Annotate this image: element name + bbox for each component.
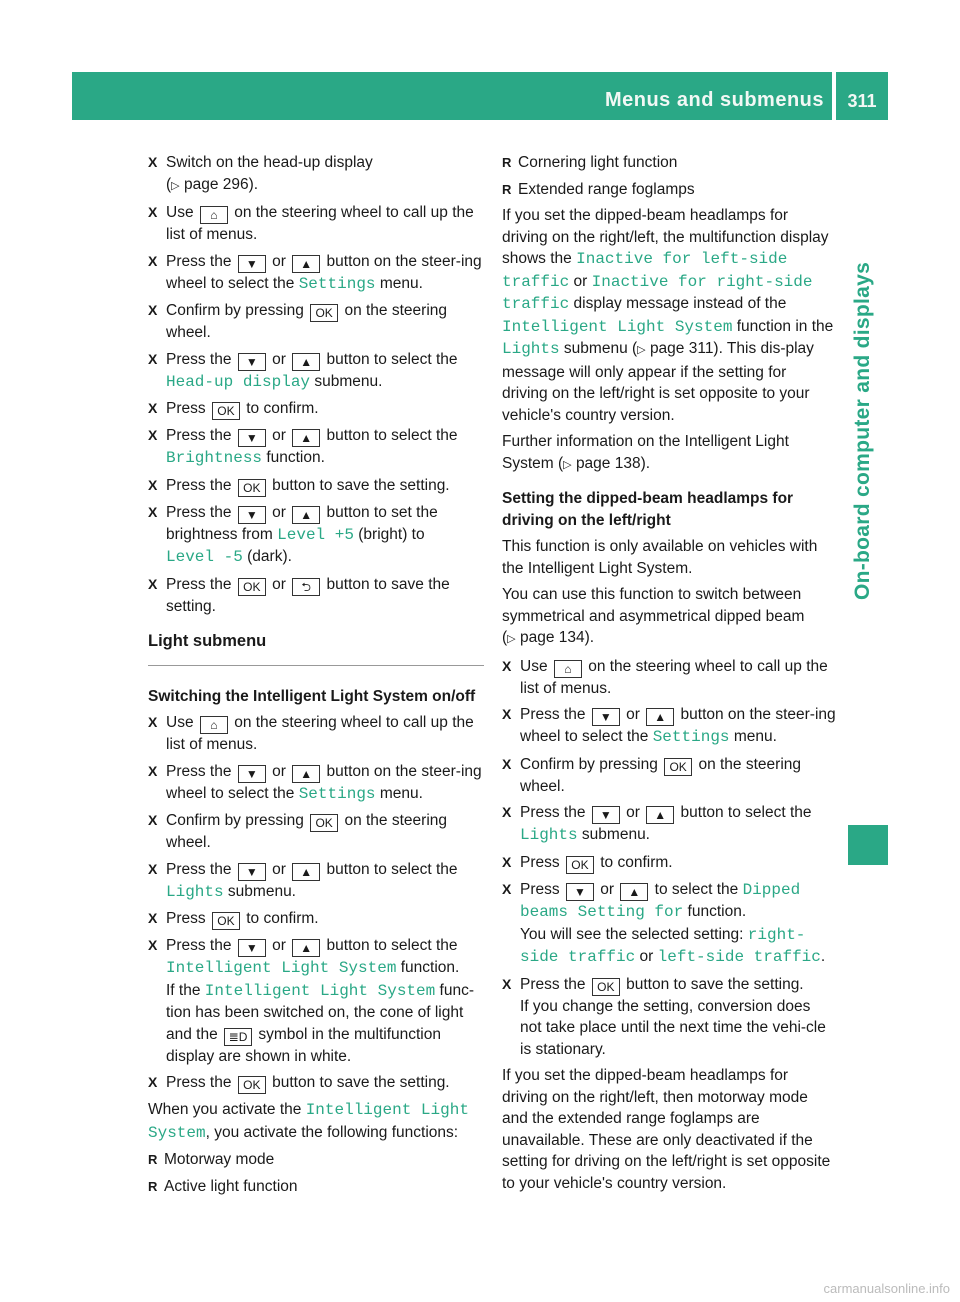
- list-item: R Cornering light function: [502, 152, 836, 174]
- page-number: 311: [847, 91, 877, 111]
- ok-icon: OK: [212, 402, 240, 420]
- down-arrow-icon: ▼: [238, 429, 266, 447]
- ok-icon: OK: [310, 814, 338, 832]
- menu-name: Dipped beams Setting for: [520, 880, 801, 921]
- list-item: R Active light function: [148, 1176, 484, 1198]
- down-arrow-icon: ▼: [238, 255, 266, 273]
- menu-name: Intelligent Light System: [148, 1101, 469, 1142]
- step: X Press OK to confirm.: [148, 398, 484, 420]
- paragraph: This function is only available on vehicles with the Intelligent Light System.: [502, 538, 818, 577]
- page-ref-icon: ▷: [563, 458, 572, 471]
- list-item: R Motorway mode: [148, 1149, 484, 1171]
- menu-name: Level +5: [277, 525, 354, 544]
- up-arrow-icon: ▲: [292, 353, 320, 371]
- menu-name: Lights: [502, 340, 560, 358]
- step: X Confirm by pressing OK on the steering wheel.: [148, 810, 484, 854]
- paragraph: If you set the dipped-beam headlamps for driving on the right/left, the multifunction display shows the Inactive for left-side traffic or Inactive for right-side traffic display message instead of the Intelligent Light System function in the Lights submenu (▷ page 311). This dis-play message will only appear if the setting for driving on the left/right is set opposite to your vehicle's country version.: [502, 207, 834, 424]
- step: X Press OK to confirm.: [502, 852, 836, 874]
- step: X Press the ▼ or ▲ button on the steer-ing wheel to select the Settings menu.: [502, 704, 836, 749]
- menu-name: Head-up display: [166, 372, 311, 391]
- menu-name: Level -5: [166, 548, 243, 566]
- watermark: carmanualsonline.info: [823, 1281, 950, 1296]
- page-number-box: [836, 72, 888, 120]
- page-ref-icon: ▷: [637, 344, 646, 356]
- page-title: Menus and submenus: [604, 89, 824, 111]
- ok-icon: OK: [592, 978, 620, 996]
- step: X Press OK to confirm.: [148, 908, 484, 930]
- menu-name: Settings: [298, 274, 376, 293]
- section-heading: Light submenu: [148, 631, 484, 666]
- ok-icon: OK: [664, 758, 692, 776]
- menu-name: Intelligent Light System: [166, 959, 397, 977]
- list-item: R Extended range foglamps: [502, 179, 836, 201]
- step: X Press the ▼ or ▲ button to set the brightness from Level +5 (bright) to Level -5 (dark).: [148, 502, 484, 569]
- up-arrow-icon: ▲: [292, 255, 320, 273]
- side-tab: [845, 170, 881, 600]
- menu-name: Settings: [652, 728, 730, 746]
- ok-icon: OK: [310, 304, 338, 322]
- ok-icon: OK: [238, 1076, 266, 1094]
- step: X Confirm by pressing OK on the steering wheel.: [148, 300, 484, 344]
- page-ref-icon: ▷: [171, 179, 180, 192]
- up-arrow-icon: ▲: [646, 806, 674, 824]
- up-arrow-icon: ▲: [292, 939, 320, 957]
- step: X Press the ▼ or ▲ button to select the Brightness function.: [148, 425, 484, 470]
- menu-name: Lights: [166, 882, 224, 901]
- side-tab-marker: [848, 825, 888, 865]
- step: X Press the ▼ or ▲ button on the steer-ing wheel to select the Settings menu.: [148, 251, 484, 296]
- paragraph: If you set the dipped-beam headlamps for driving on the right/left, then motorway mode and the extended range foglamps are unavailable. These are only deactivated if the setting for driving on the left/right is set opposite to your vehicle's country version.: [502, 1067, 831, 1192]
- page-ref-icon: ▷: [507, 633, 516, 645]
- step: X Press the ▼ or ▲ button to select the Head-up display submenu.: [148, 349, 484, 394]
- paragraph: When you activate the Intelligent Light System, you activate the following functions:: [148, 1101, 469, 1142]
- menu-name: Settings: [298, 784, 376, 803]
- left-column: [148, 152, 484, 1202]
- menu-name: Brightness: [166, 449, 263, 467]
- menu-name: Inactive for left-side traffic: [502, 250, 788, 291]
- menu-name: Intelligent Light System: [502, 317, 733, 336]
- ok-icon: OK: [212, 912, 240, 930]
- home-icon: ⌂: [200, 716, 228, 734]
- headlight-icon: ≣D: [224, 1028, 252, 1046]
- step: X Confirm by pressing OK on the steering wheel.: [502, 754, 836, 798]
- subsection-heading: Setting the dipped-beam headlamps for driving on the left/right: [502, 490, 794, 529]
- ok-icon: OK: [238, 578, 266, 596]
- step: X Press the ▼ or ▲ button to select the Lights submenu.: [502, 802, 836, 847]
- side-tab-label: On-board computer and displays: [851, 261, 874, 600]
- down-arrow-icon: ▼: [238, 353, 266, 371]
- step: X Switch on the head-up display (▷ page 296).: [148, 152, 484, 197]
- home-icon: ⌂: [554, 660, 582, 678]
- down-arrow-icon: ▼: [238, 506, 266, 524]
- ok-icon: OK: [238, 479, 266, 497]
- up-arrow-icon: ▲: [292, 863, 320, 881]
- up-arrow-icon: ▲: [292, 506, 320, 524]
- step: X Use ⌂ on the steering wheel to call up the list of menus.: [148, 712, 484, 756]
- header-bar: [72, 72, 832, 120]
- step: X Press the OK button to save the setting.: [148, 1072, 484, 1094]
- setting-value: left-side traffic: [657, 948, 821, 966]
- step: X Use ⌂ on the steering wheel to call up the list of menus.: [502, 656, 836, 700]
- step: X Press the OK button to save the setting.: [148, 475, 484, 497]
- up-arrow-icon: ▲: [292, 765, 320, 783]
- menu-name: Lights: [520, 826, 578, 844]
- step: X Press the ▼ or ▲ button on the steer-ing wheel to select the Settings menu.: [148, 761, 484, 806]
- home-icon: ⌂: [200, 206, 228, 224]
- step: X Press the OK or ⮌ button to save the setting.: [148, 574, 484, 618]
- down-arrow-icon: ▼: [592, 806, 620, 824]
- ok-icon: OK: [566, 856, 594, 874]
- back-icon: ⮌: [292, 578, 320, 596]
- menu-name: Inactive for right-side traffic: [502, 272, 813, 313]
- step: X Press the ▼ or ▲ button to select the Intelligent Light System function. If the Intelligent Light System func-tion has been switched on, the cone of light and the ≣D symbol in the multifunction display are shown in white.: [148, 935, 484, 1067]
- down-arrow-icon: ▼: [238, 863, 266, 881]
- step: X Press the ▼ or ▲ button to select the Lights submenu.: [148, 859, 484, 904]
- up-arrow-icon: ▲: [292, 429, 320, 447]
- paragraph: Further information on the Intelligent Light System (▷ page 138).: [502, 433, 789, 472]
- step: X Use ⌂ on the steering wheel to call up the list of menus.: [148, 202, 484, 246]
- step: X Press ▼ or ▲ to select the Dipped beams Setting for function. You will see the selected setting: right-side traffic or left-side traffic.: [502, 879, 836, 969]
- paragraph: You can use this function to switch between symmetrical and asymmetrical dipped beam (▷ page 134).: [502, 586, 805, 646]
- subsection-heading: Switching the Intelligent Light System on/off: [148, 687, 476, 705]
- right-column: [502, 152, 836, 1199]
- setting-value: right-side traffic: [520, 925, 806, 966]
- down-arrow-icon: ▼: [592, 708, 620, 726]
- up-arrow-icon: ▲: [620, 883, 648, 901]
- up-arrow-icon: ▲: [646, 708, 674, 726]
- down-arrow-icon: ▼: [238, 765, 266, 783]
- down-arrow-icon: ▼: [566, 883, 594, 901]
- down-arrow-icon: ▼: [238, 939, 266, 957]
- step: X Press the OK button to save the setting. If you change the setting, conversion does not take place until the next time the vehi-cle is stationary.: [502, 974, 836, 1061]
- menu-name: Intelligent Light System: [204, 981, 436, 1000]
